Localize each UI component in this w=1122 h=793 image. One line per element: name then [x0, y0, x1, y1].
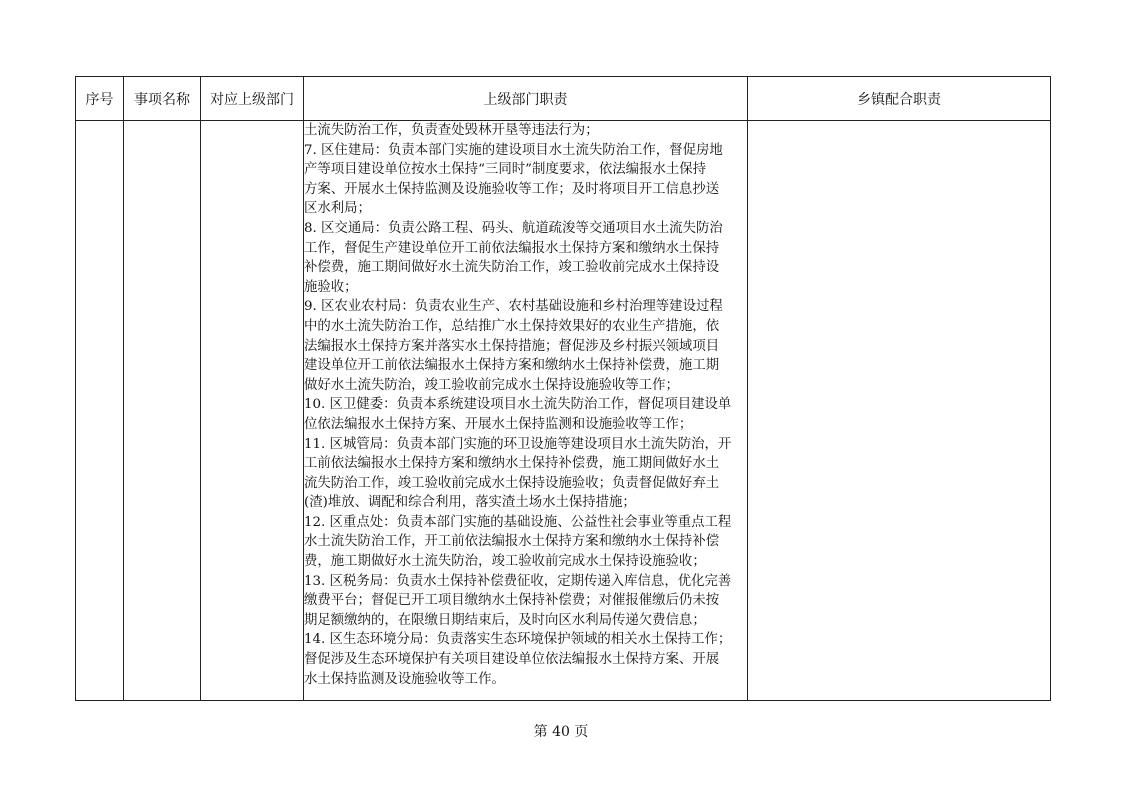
- duty-line: 土流失防治工作，负责查处毁林开垦等违法行为；: [304, 123, 599, 138]
- duty-line: 8. 区交通局：负责公路工程、码头、航道疏浚等交通项目水土流失防治: [304, 220, 723, 236]
- header-item-name: 事项名称: [124, 77, 201, 121]
- duty-line: 水土保持监测及设施验收等工作。: [304, 671, 505, 687]
- duty-line: 14. 区生态环境分局：负责落实生态环境保护领域的相关水土保持工作；: [304, 632, 732, 648]
- header-serial-number: 序号: [76, 77, 124, 121]
- item-name-cell: [124, 121, 201, 701]
- duty-line: 9. 区农业农村局：负责农业生产、农村基础设施和乡村治理等建设过程: [304, 299, 723, 315]
- duty-line: 位依法编报水土保持方案、开展水土保持监测和设施验收等工作；: [304, 416, 693, 432]
- duty-line: 工前依法编报水土保持方案和缴纳水土保持补偿费，施工期间做好水土: [304, 456, 720, 472]
- duty-line: 做好水土流失防治，竣工验收前完成水土保持设施验收等工作；: [304, 377, 679, 393]
- serial-number-cell: [76, 121, 124, 701]
- duty-line: 产等项目建设单位按水土保持“三同时”制度要求，依法编报水土保持: [304, 162, 707, 178]
- upper-duties-cell: [304, 121, 748, 701]
- duty-line: 工作，督促生产建设单位开工前依法编报水土保持方案和缴纳水土保持: [304, 240, 720, 256]
- table-header-row: [76, 77, 1051, 121]
- duty-line: 12. 区重点处：负责本部门实施的基础设施、公益性社会事业等重点工程: [304, 514, 732, 530]
- duty-line: 补偿费，施工期间做好水土流失防治工作，竣工验收前完成水土保持设: [304, 260, 720, 276]
- duty-line: 13. 区税务局：负责水土保持补偿费征收，定期传递入库信息，优化完善: [304, 573, 732, 589]
- duty-line: 11. 区城管局：负责本部门实施的环卫设施等建设项目水土流失防治，开: [304, 436, 732, 452]
- header-upper-duties: 上级部门职责: [304, 77, 748, 121]
- duty-line: 建设单位开工前依法编报水土保持方案和缴纳水土保持补偿费，施工期: [304, 358, 720, 374]
- duty-line: 缴费平台；督促已开工项目缴纳水土保持补偿费；对催报催缴后仍未按: [304, 593, 720, 609]
- duty-line: 10. 区卫健委：负责本系统建设项目水土流失防治工作，督促项目建设单: [304, 397, 732, 413]
- duty-line: 流失防治工作，竣工验收前完成水土保持设施验收；负责督促做好弃土: [304, 475, 720, 491]
- duty-line: 督促涉及生态环境保护有关项目建设单位依法编报水土保持方案、开展: [304, 652, 720, 668]
- header-township-duties: 乡镇配合职责: [748, 77, 1051, 121]
- duty-line: 费，施工期做好水土流失防治，竣工验收前完成水土保持设施验收；: [304, 554, 706, 570]
- duty-line: 7. 区住建局：负责本部门实施的建设项目水土流失防治工作，督促房地: [304, 142, 723, 158]
- duty-line: 期足额缴纳的，在限缴日期结束后，及时向区水利局传递欠费信息；: [304, 612, 706, 628]
- duty-line: 法编报水土保持方案并落实水土保持措施；督促涉及乡村振兴领域项目: [304, 338, 720, 354]
- table-row: [76, 121, 1051, 701]
- duty-line: 中的水土流失防治工作，总结推广水土保持效果好的农业生产措施，依: [304, 318, 720, 334]
- duty-line: 施验收；: [304, 279, 358, 295]
- duty-line: 方案、开展水土保持监测及设施验收等工作；及时将项目开工信息抄送: [304, 181, 720, 197]
- duty-line: (渣)堆放、调配和综合利用，落实渣土场水土保持措施；: [304, 495, 636, 511]
- header-upper-department: 对应上级部门: [201, 77, 304, 121]
- duty-line: 水土流失防治工作，开工前依法编报水土保持方案和缴纳水土保持补偿: [304, 534, 720, 550]
- upper-department-cell: [201, 121, 304, 701]
- page-number: 第 40 页: [533, 724, 589, 740]
- township-duties-cell: [748, 121, 1051, 701]
- duty-line: 区水利局；: [304, 201, 371, 217]
- duty-table: [75, 76, 1051, 701]
